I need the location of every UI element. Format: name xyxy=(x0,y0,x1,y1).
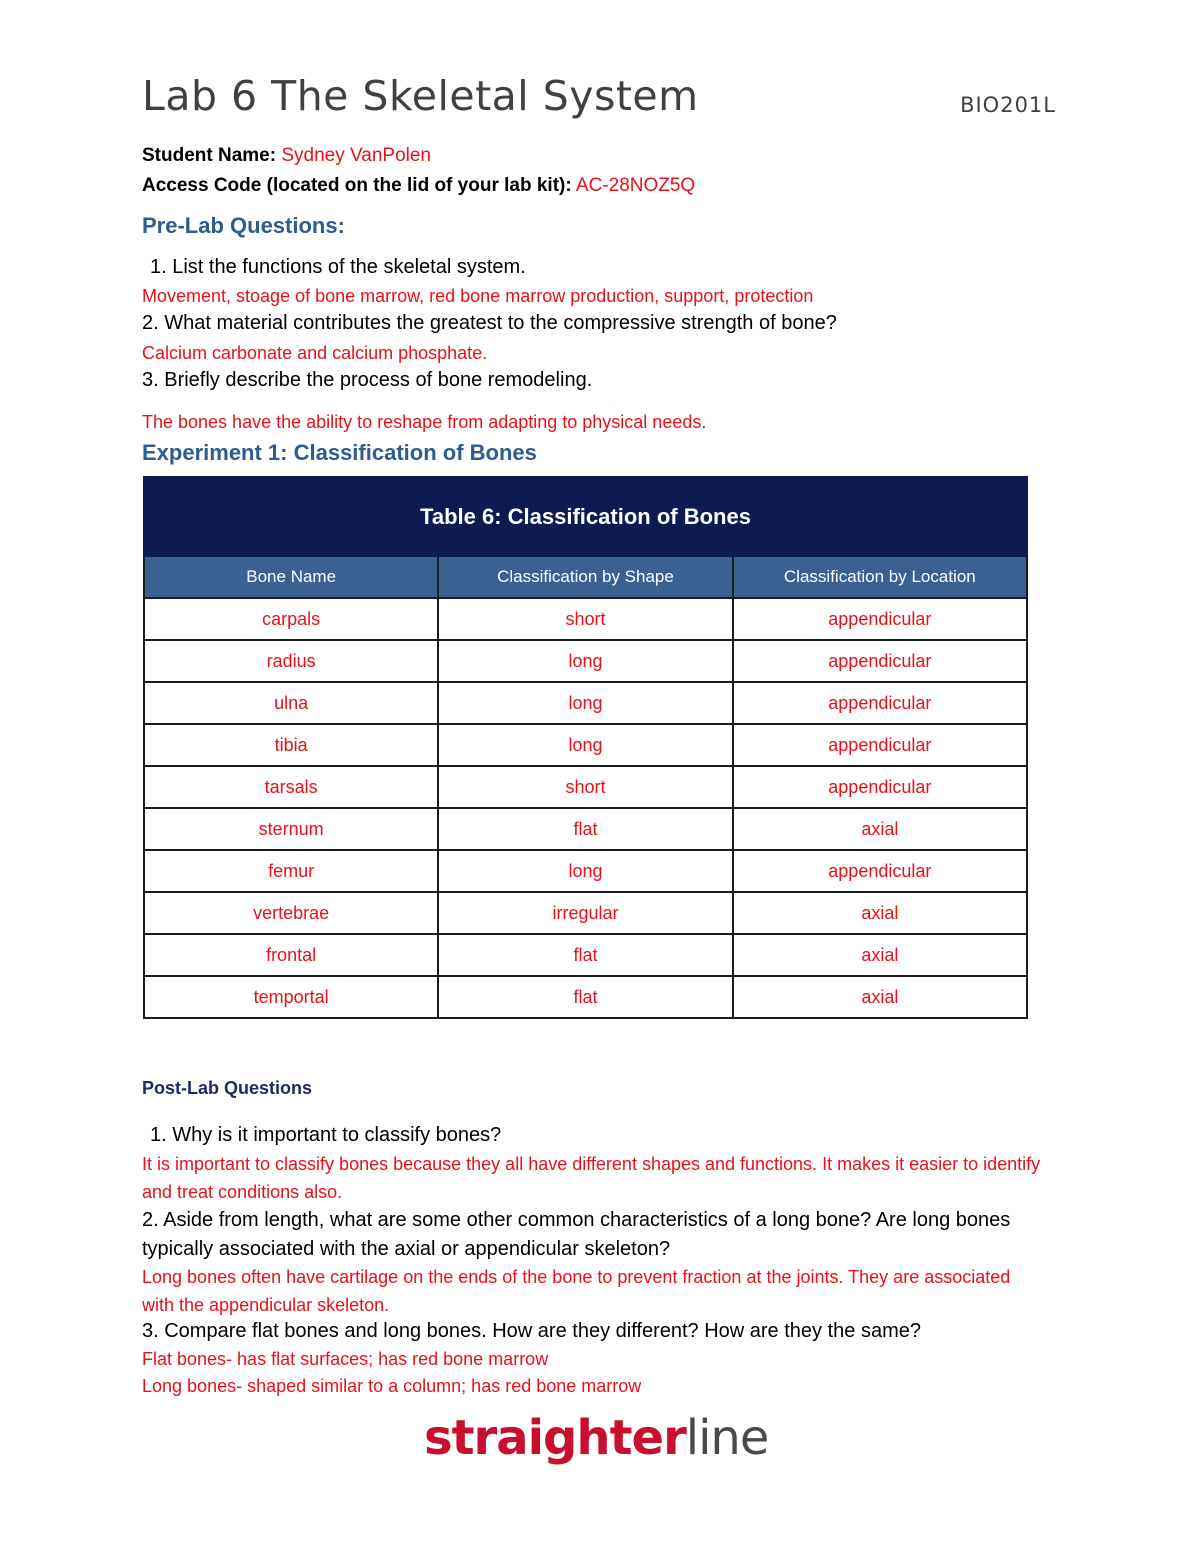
bone-name-cell: radius xyxy=(144,640,438,682)
shape-cell: irregular xyxy=(438,892,732,934)
shape-cell: long xyxy=(438,724,732,766)
postlab-answer-1: It is important to classify bones because they all have different shapes and functions. It makes it easier to identify and treat conditions also. xyxy=(142,1154,1041,1202)
bone-name-cell: frontal xyxy=(144,934,438,976)
postlab-answer-3-flat: Flat bones- has flat surfaces; has red bone marrow xyxy=(142,1349,549,1369)
experiment-heading: Experiment 1: Classification of Bones xyxy=(142,440,537,465)
bone-name-cell: ulna xyxy=(144,682,438,724)
postlab-question-2: 2. Aside from length, what are some other common characteristics of a long bone? Are long bones typically associated with the axial or appendicular skeleton? xyxy=(142,1209,1011,1260)
shape-cell: short xyxy=(438,766,732,808)
shape-cell: flat xyxy=(438,976,732,1018)
location-cell: axial xyxy=(733,976,1027,1018)
location-cell: appendicular xyxy=(733,766,1027,808)
table-row xyxy=(144,724,1027,766)
bone-name-cell: tibia xyxy=(144,724,438,766)
bone-name-cell: vertebrae xyxy=(144,892,438,934)
column-header-shape: Classification by Shape xyxy=(438,556,732,598)
prelab-question-2: 2. What material contributes the greatest to the compressive strength of bone? xyxy=(142,312,837,334)
student-name-line xyxy=(142,143,431,169)
postlab-heading: Post-Lab Questions xyxy=(142,1078,313,1098)
prelab-heading: Pre-Lab Questions: xyxy=(142,213,345,238)
table-header-row xyxy=(144,556,1027,598)
column-header-location: Classification by Location xyxy=(733,556,1027,598)
column-header-bone-name: Bone Name xyxy=(144,556,438,598)
shape-cell: short xyxy=(438,598,732,640)
course-code: BIO201L xyxy=(960,93,1056,117)
shape-cell: flat xyxy=(438,934,732,976)
bone-name-cell: temportal xyxy=(144,976,438,1018)
bone-name-cell: tarsals xyxy=(144,766,438,808)
access-code-line xyxy=(142,173,695,199)
table-row xyxy=(144,934,1027,976)
table-row xyxy=(144,640,1027,682)
location-cell: appendicular xyxy=(733,640,1027,682)
location-cell: appendicular xyxy=(733,682,1027,724)
prelab-question-3: 3. Briefly describe the process of bone remodeling. xyxy=(142,369,593,391)
access-code-label: Access Code (located on the lid of your lab kit): xyxy=(142,175,572,196)
table-row xyxy=(144,850,1027,892)
shape-cell: long xyxy=(438,850,732,892)
bone-name-cell: carpals xyxy=(144,598,438,640)
bone-name-cell: sternum xyxy=(144,808,438,850)
table-row xyxy=(144,808,1027,850)
student-name-value: Sydney VanPolen xyxy=(281,145,432,166)
student-name-label: Student Name: xyxy=(142,145,277,166)
access-code-value: AC-28NOZ5Q xyxy=(575,175,696,196)
shape-cell: long xyxy=(438,640,732,682)
prelab-answer-1: Movement, stoage of bone marrow, red bone marrow production, support, protection xyxy=(142,286,814,306)
prelab-answer-2: Calcium carbonate and calcium phosphate. xyxy=(142,343,488,363)
postlab-question-1: 1. Why is it important to classify bones? xyxy=(150,1124,502,1146)
shape-cell: long xyxy=(438,682,732,724)
table-row xyxy=(144,682,1027,724)
table-caption: Table 6: Classification of Bones xyxy=(144,477,1027,556)
page-title: Lab 6 The Skeletal System xyxy=(142,72,699,120)
postlab-answer-3-long: Long bones- shaped similar to a column; has red bone marrow xyxy=(142,1376,642,1396)
table-row xyxy=(144,892,1027,934)
table-row xyxy=(144,976,1027,1018)
table-caption-row xyxy=(144,477,1027,556)
location-cell: axial xyxy=(733,892,1027,934)
logo-bold-text: straighter xyxy=(424,1410,686,1466)
location-cell: axial xyxy=(733,808,1027,850)
prelab-question-1: 1. List the functions of the skeletal system. xyxy=(150,256,526,278)
bone-name-cell: femur xyxy=(144,850,438,892)
shape-cell: flat xyxy=(438,808,732,850)
location-cell: axial xyxy=(733,934,1027,976)
postlab-question-3: 3. Compare flat bones and long bones. How are they different? How are they the same? xyxy=(142,1320,921,1342)
prelab-answer-3: The bones have the ability to reshape from adapting to physical needs. xyxy=(142,412,707,432)
location-cell: appendicular xyxy=(733,724,1027,766)
straighterline-logo xyxy=(424,1408,768,1480)
logo-light-text: line xyxy=(685,1410,769,1466)
table-row xyxy=(144,598,1027,640)
location-cell: appendicular xyxy=(733,598,1027,640)
location-cell: appendicular xyxy=(733,850,1027,892)
bones-classification-table xyxy=(143,476,1028,1019)
postlab-answer-2: Long bones often have cartilage on the ends of the bone to prevent fraction at the joints. They are associated with the appendicular skeleton. xyxy=(142,1267,1011,1315)
table-row xyxy=(144,766,1027,808)
